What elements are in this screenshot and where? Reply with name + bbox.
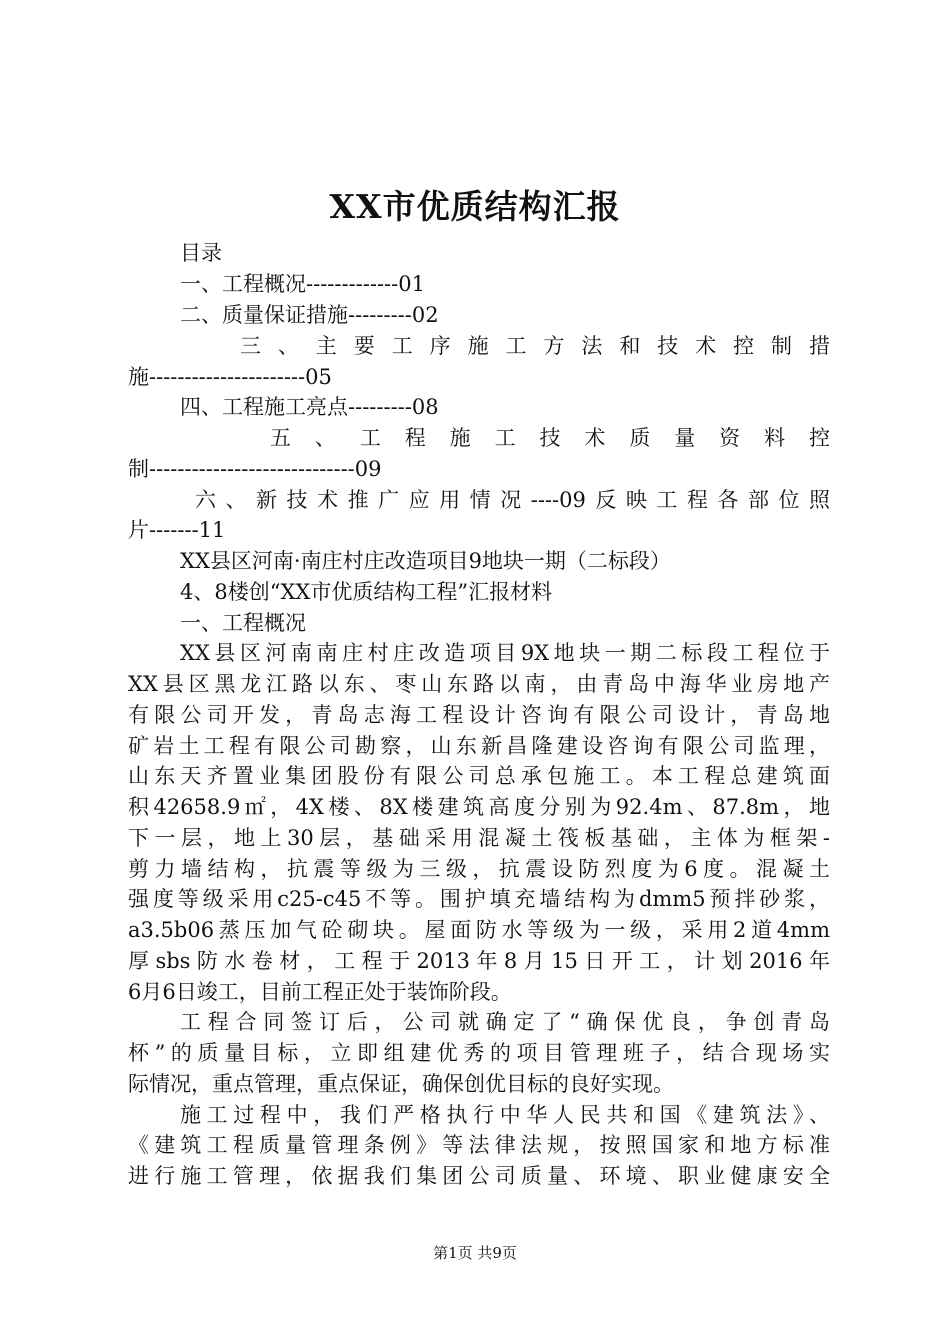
paragraph-line: 下一层，地上30层，基础采用混凝土筏板基础，主体为框架- [128, 826, 830, 850]
paragraph-line: XX县区河南南庄村庄改造项目9X地块一期二标段工程位于 [180, 641, 830, 665]
toc-item: 四、工程施工亮点---------08 [180, 395, 439, 419]
toc-item-continued: 施----------------------05 [128, 365, 332, 389]
paragraph-line: 6月6日竣工，目前工程正处于装饰阶段。 [128, 980, 512, 1004]
paragraph-line: 工程合同签订后，公司就确定了“确保优良，争创青岛 [180, 1010, 830, 1034]
paragraph-line: 积42658.9㎡，4X楼、8X楼建筑高度分别为92.4m、87.8m，地 [128, 795, 830, 819]
paragraph-line: 杯”的质量目标，立即组建优秀的项目管理班子，结合现场实 [128, 1041, 830, 1065]
toc-item-continued: 制-----------------------------09 [128, 457, 382, 481]
toc-item: 六、新技术推广应用情况----09反映工程各部位照 [195, 488, 830, 512]
paragraph-line: 山东天齐置业集团股份有限公司总承包施工。本工程总建筑面 [128, 764, 830, 788]
paragraph-line: 强度等级采用c25-c45不等。围护填充墙结构为dmm5预拌砂浆， [128, 887, 830, 911]
paragraph-line: 际情况，重点管理，重点保证，确保创优目标的良好实现。 [128, 1072, 674, 1096]
paragraph-line: 进行施工管理，依据我们集团公司质量、环境、职业健康安全 [128, 1164, 830, 1188]
paragraph-line: 有限公司开发，青岛志海工程设计咨询有限公司设计，青岛地 [128, 703, 830, 727]
paragraph-line: 剪力墙结构，抗震等级为三级，抗震设防烈度为6度。混凝土 [128, 857, 830, 881]
paragraph-line: XX县区黑龙江路以东、枣山东路以南，由青岛中海华业房地产 [128, 672, 830, 696]
paragraph-line: 矿岩土工程有限公司勘察，山东新昌隆建设咨询有限公司监理， [128, 734, 830, 758]
paragraph-line: 《建筑工程质量管理条例》等法律法规，按照国家和地方标准 [128, 1133, 830, 1157]
paragraph-line: a3.5b06蒸压加气砼砌块。屋面防水等级为一级，采用2道4mm [128, 918, 830, 942]
paragraph-line: 施工过程中，我们严格执行中华人民共和国《建筑法》、 [180, 1103, 830, 1127]
toc-item: 一、工程概况-------------01 [180, 272, 425, 296]
toc-item: 三 、 主 要 工 序 施 工 方 法 和 技 术 控 制 措 [240, 334, 830, 358]
document-title: XX市优质结构汇报 [329, 187, 621, 226]
toc-item-continued: 片-------11 [128, 518, 226, 542]
toc-item: 五 、 工 程 施 工 技 术 质 量 资 料 控 [270, 426, 830, 450]
toc-heading: 目录 [180, 241, 222, 265]
section-heading: 一、工程概况 [180, 611, 306, 635]
toc-item: 二、质量保证措施---------02 [180, 303, 439, 327]
project-subtitle: XX县区河南·南庄村庄改造项目9地块一期（二标段） [180, 549, 671, 573]
report-subtitle: 4、8楼创“XX市优质结构工程”汇报材料 [180, 580, 553, 604]
page-footer: 第1页 共9页 [433, 1244, 517, 1262]
paragraph-line: 厚sbs防水卷材，工程于2013年8月15日开工，计划2016年 [128, 949, 830, 973]
